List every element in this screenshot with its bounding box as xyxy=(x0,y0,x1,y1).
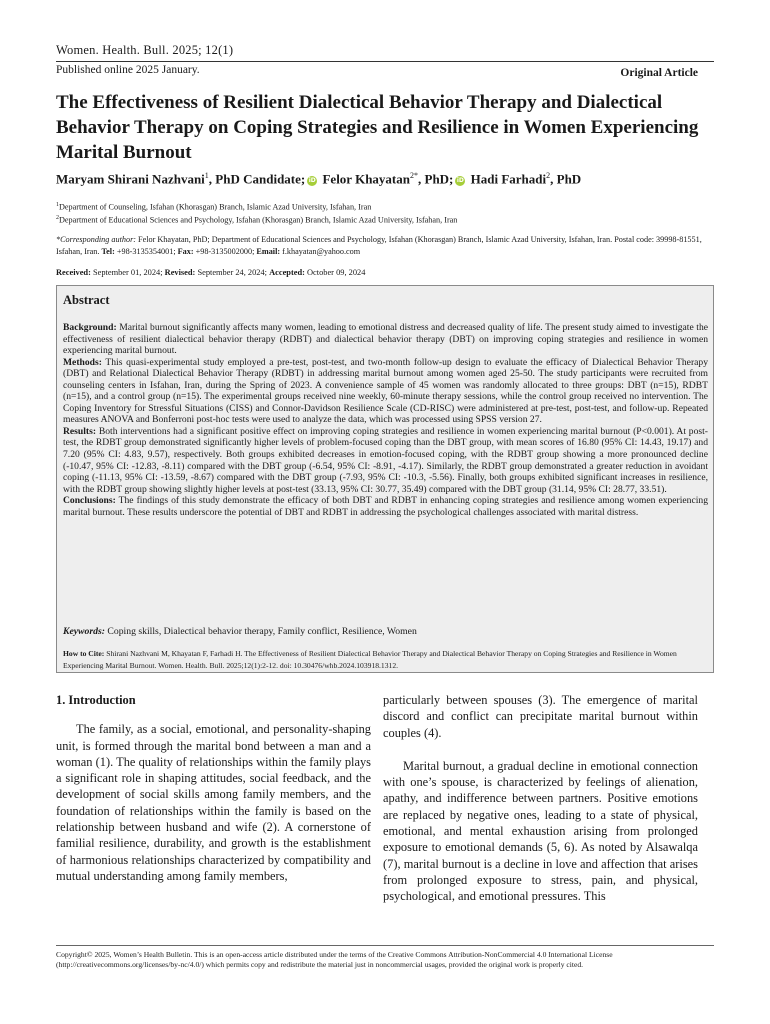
corresponding-label: *Corresponding author: xyxy=(56,235,136,244)
affiliation-item xyxy=(56,213,457,226)
conclusions-label: Conclusions: xyxy=(63,495,116,507)
author-degree: , PhD xyxy=(550,171,582,187)
published-date: Published online 2025 January. xyxy=(56,64,200,76)
fax-value: +98-3135002000; xyxy=(193,246,257,256)
footer-divider xyxy=(56,945,714,946)
abstract-heading: Abstract xyxy=(63,293,110,307)
how-to-cite-text: Shirani Nazhvani M, Khayatan F, Farhadi H. The Effectiveness of Resilient Dialectical Behavior Therapy and Dialectical Behavior Therapy on Coping Strategies and Resilience in Women Experiencing Marital Burnout. Women. Health. Bull. 2025;12(1):2-12. doi: 10.30476/whb.2024.103918.1312. xyxy=(63,649,677,670)
author-affil-sup: 2 xyxy=(546,171,551,180)
article-dates xyxy=(56,268,365,277)
affiliation-sup: 2 xyxy=(56,215,59,222)
how-to-cite xyxy=(63,648,708,671)
corresponding-author xyxy=(56,234,716,257)
conclusions-text: The findings of this study demonstrate the efficacy of both DBT and RDBT in enhancing coping strategies and resilience among women experiencing marital burnout. These results underscore the potential of DBT and RDBT in addressing the psychological challenges associated with marital distress. xyxy=(63,495,708,518)
author-degree: , PhD Candidate; xyxy=(208,171,306,187)
received-label: Received: xyxy=(56,268,91,277)
body-paragraph: The family, as a social, emotional, and personality-shaping unit, is formed through the marital bond between a man and a woman (1). The quality of relationships within the family plays a significant role in shaping attitudes, social feedback, and the development of social skills among family members, and the foundation of relationships within the family is based on the relationship between husband and wife (2). A cornerstone of familial resilience, durability, and growth is the establishment of harmonious relationships characterized by compatibility and mutual understanding among family members, xyxy=(56,722,371,883)
author-name: Felor Khayatan xyxy=(319,171,410,187)
revised-label: Revised: xyxy=(164,268,196,277)
body-column-right xyxy=(383,692,698,905)
header-divider xyxy=(56,61,714,62)
abstract-background xyxy=(63,322,708,357)
affiliation-text: Department of Educational Sciences and Psychology, Isfahan (Khorasgan) Branch, Islamic Azad University, Isfahan, Iran xyxy=(59,215,458,225)
paragraph-gap xyxy=(383,741,698,758)
affiliation-text: Department of Counseling, Isfahan (Khorasgan) Branch, Islamic Azad University, Isfahan, Iran xyxy=(59,202,372,212)
affiliation-sup: 1 xyxy=(56,202,59,208)
accepted-date: October 09, 2024 xyxy=(304,268,366,277)
author-affil-sup: 1 xyxy=(204,171,209,180)
article-title: The Effectiveness of Resilient Dialectical Behavior Therapy and Dialectical Behavior Therapy on Coping Strategies and Resilience in Women Experiencing Marital Burnout xyxy=(56,92,699,163)
affiliations xyxy=(56,200,457,226)
author-list xyxy=(56,171,581,187)
author-affil-sup: 2* xyxy=(410,171,418,180)
background-label: Background: xyxy=(63,322,117,333)
results-label: Results: xyxy=(63,425,97,437)
affiliation-item xyxy=(56,200,457,213)
author-name: Hadi Farhadi xyxy=(467,171,547,187)
article-type-label: Original Article xyxy=(620,67,698,79)
journal-citation-line: Women. Health. Bull. 2025; 12(1) xyxy=(56,43,234,57)
keywords-label: Keywords: xyxy=(63,626,105,637)
keywords xyxy=(63,626,708,637)
received-date: September 01, 2024; xyxy=(90,268,165,277)
accepted-label: Accepted: xyxy=(269,268,305,277)
body-column-left xyxy=(56,692,371,884)
how-to-cite-label: How to Cite: xyxy=(63,649,105,658)
copyright-footer: Copyright© 2025, Women’s Health Bulletin. This is an open-access article distributed under the terms of the Creative Commons Attribution-NonCommercial 4.0 International License (http://creativecommons.org/licenses/by-nc/4.0/) which permits copy and redistribute the material just in noncommercial usages, provided the original work is properly cited. xyxy=(56,950,613,970)
tel-label: Tel: xyxy=(101,246,115,256)
body-paragraph: particularly between spouses (3). The emergence of marital discord and conflict can precipitate marital burnout within couples (4). xyxy=(383,693,698,740)
body-paragraph: Marital burnout, a gradual decline in emotional connection with one’s spouse, is characterized by feelings of alienation, apathy, and indifference between partners. Positive emotions are replaced by negative ones, leading to a state of physical, emotional, and mental exhaustion arising from prolonged exposure to emotional demands (5, 6). As noted by Alsawalqa (7), marital burnout is a decline in love and affection that arises from prolonged exposure to stress, pain, and physical, psychological, and emotional pressures. This xyxy=(383,758,698,904)
tel-value: +98-3135354001; xyxy=(114,246,178,256)
background-text: Marital burnout significantly affects many women, leading to emotional distress and decreased quality of life. The present study aimed to investigate the effectiveness of resilient dialectical behavior therapy (RDBT) and dialectical behavior therapy (DBT) on improving coping strategies and resilience in women experiencing marital burnout. xyxy=(63,322,708,357)
fax-label: Fax: xyxy=(177,246,194,256)
email-link[interactable]: f.khayatan@yahoo.com xyxy=(280,246,361,256)
orcid-icon[interactable]: iD xyxy=(456,177,464,185)
author-name: Maryam Shirani Nazhvani xyxy=(56,171,205,187)
abstract-body xyxy=(63,322,708,518)
orcid-icon[interactable]: iD xyxy=(308,177,316,185)
email-label: Email: xyxy=(256,246,281,256)
abstract-results xyxy=(63,426,708,495)
methods-text: This quasi-experimental study employed a pre-test, post-test, and two-month follow-up design to evaluate the efficacy of Dialectical Behavior Therapy (DBT) and Relational Dialectical Behavior Therapy (RDBT) in addressing marital burnout among women aged 25-50. The study participants were recruited from counseling centers in Isfahan, Iran, during the Spring of 2023. A convenience sample of 45 women was randomly allocated to three groups: DBT (n=15), RDBT (n=15), and a control group (n=15). The experimental groups received nine weekly, 60-minute therapy sessions, while the control group received no intervention. The Coping Inventory for Stressful Situations (CISS) and Connor-Davidson Resilience Scale (CD-RISC) were administered at pre-test, post-test, and follow-up. Repeated measures ANOVA and Bonferroni post-hoc tests were used to analyze the data, which was processed using SPSS version 27. xyxy=(63,356,708,426)
abstract-conclusions xyxy=(63,495,708,518)
keywords-text: Coping skills, Dialectical behavior therapy, Family conflict, Resilience, Women xyxy=(104,626,417,637)
corresponding-text: Felor Khayatan, PhD; Department of Educational Sciences and Psychology, Isfahan (Khorasgan) Branch, Islamic Azad University, Isfahan, Iran. Postal code: 39998-81551, Isfahan, Iran. xyxy=(56,235,702,256)
author-degree: , PhD; xyxy=(418,171,454,187)
revised-date: September 24, 2024; xyxy=(195,268,270,277)
abstract-methods xyxy=(63,357,708,426)
section-heading: 1. Introduction xyxy=(56,693,136,707)
results-text: Both interventions had a significant positive effect on improving coping strategies and resilience in women experiencing marital burnout (P<0.001). At post-test, the RDBT group demonstrated significantly higher levels of problem-focused coping than the DBT group, with mean scores of 16.80 (95% CI: 14.43, 19.17) and 7.20 (95% CI: 4.83, 9.57), respectively. Both groups exhibited decreases in emotion-focused coping, with the RDBT group showing a more pronounced decline (-10.47, 95% CI: -12.83, -8.11) compared with the DBT group (-6.54, 95% CI: -8.91, -4.17). Similarly, the RDBT group demonstrated a greater reduction in avoidant coping (-11.13, 95% CI: -13.59, -8.67) compared with the DBT group (-7.93, 95% CI: -10.3, -5.56). Finally, both groups exhibited significant increases in resilience, with the RDBT group showing slightly higher levels at post-test (33.13, 95% CI: 30.77, 35.49) compared with the DBT group (31.14, 95% CI: 28.77, 33.51). xyxy=(63,425,708,495)
methods-label: Methods: xyxy=(63,356,102,368)
